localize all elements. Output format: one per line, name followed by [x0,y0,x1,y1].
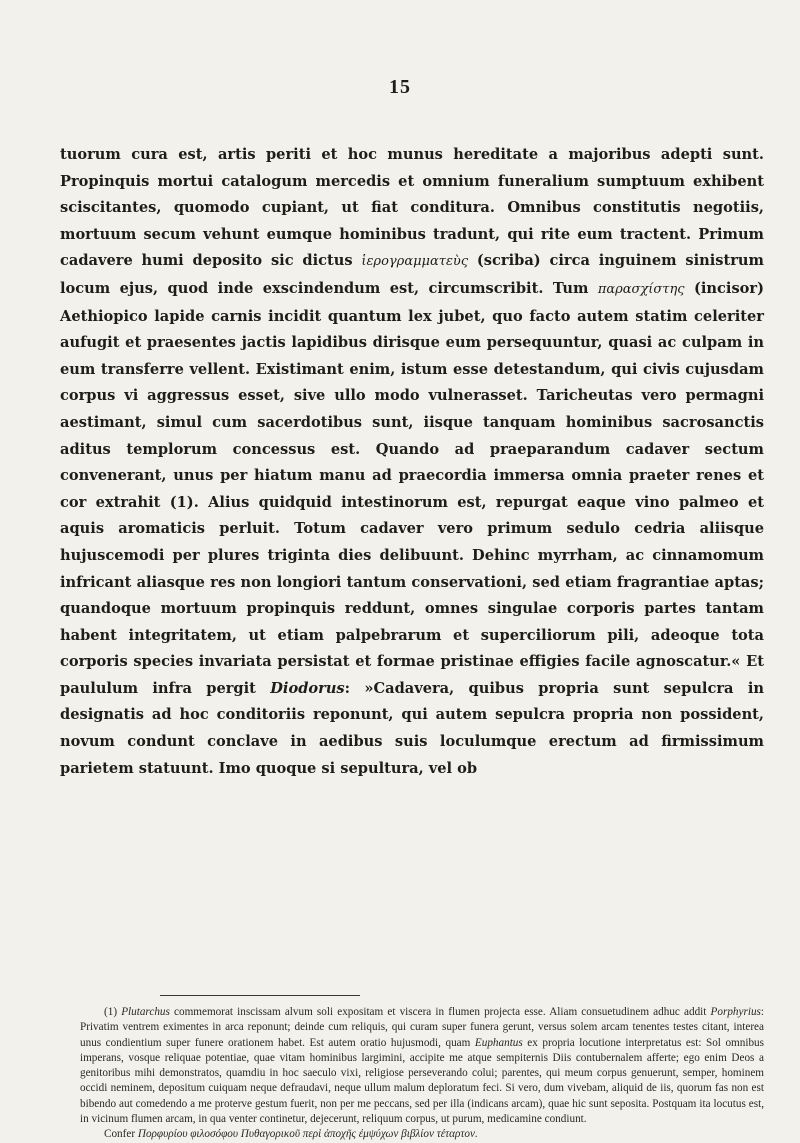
footnote-marker: (1) [104,1006,122,1018]
main-paragraph [60,142,764,782]
author-name-euphantus: Euphantus [474,1036,523,1049]
confer-label: Confer [104,1128,138,1141]
main-text-segment: tuorum cura est, artis periti et hoc munus hereditate a majoribus adepti sunt. Propinquis mortui catalogum mercedis et omnium funeralium sumptuum exhibent sciscitantes, quomodo cupiant, ut fiat conditura. Omnibus constitutis negotiis, mortuum secum vehunt eumque hominibus tradunt, qui rite eum tractent. Primum cadavere humi deposito sic dictus [60,146,764,270]
author-name-porphyrius: Porphyrius [710,1006,761,1018]
page-number: 15 [389,76,411,98]
footnote-confer [80,1127,764,1142]
footnote-divider [160,995,360,996]
author-name-plutarchus: Plutarchus [121,1006,170,1018]
footnote [80,1005,764,1143]
main-text-segment: (incisor) Aethiopico lapide carnis incidit quantum lex jubet, quo facto autem statim celeriter aufugit et praesentes jactis lapidibus dirisque eum persequuntur, quasi ac culpam in eum transferre vellent. Existimant enim, istum esse detestandum, qui civis cujusdam corpus vi aggressus esset, sive ullo modo vulnerasset. Taricheutas vero permagni aestimant, simul cum sacerdotibus sunt, iisque tanquam hominibus sacrosanctis aditus templorum concessus est. Quando ad praeparandum cadaver sectum convenerant, unus per hiatum manu ad praecordia immersa omnia praeter renes et cor extrahit (1). Alius quidquid intestinorum est, repurgat eaque vino palmeo et aquis aromaticis perluit. Totum cadaver vero primum sedulo cedria aliisque hujuscemodi per plures triginta dies delibuunt. Dehinc myrrham, ac cinnamomum infricant aliasque res non longiori tantum conservationi, sed etiam fragrantiae aptas; quandoque mortuum propinquis reddunt, omnes singulae corporis partes tantam habent integritatem, ut etiam palpebrarum et superciliorum pili, adeoque tota corporis species invariata persistat et formae pristinae effigies facile agnoscatur.« Et paululum infra pergit [60,279,764,697]
footnote-text-segment: : Privatim ventrem eximentes in arca reponunt; deinde cum reliquis, qui curam super funera gerunt, versus solem arcam tenentes testes citant, interea unus condientium super funere orationem habet. Est autem oratio hujusmodi, quam [80,1006,764,1049]
footnote-paragraph [80,1005,764,1127]
author-name-diodorus: Diodorus [270,679,345,697]
greek-term-hierogrammateus: ἱερογραμματεὺς [361,254,469,270]
confer-greek-title: Πορφυρίου φιλοσόφου Πυθαγορικοῦ περὶ ἀποχῆς ἐμψύχων βιβλίον τέταρτον. [137,1128,478,1141]
main-text-segment: : »Cadavera, quibus propria sunt sepulcra in designatis ad hoc conditoriis reponunt, qui autem sepulcra propria non possident, novum condunt conclave in aedibus suis loculumque erectum ad firmissimum parietem statuunt. Imo quoque si sepultura, vel ob [60,679,764,777]
footnote-text-segment: ex propria locutione interpretatus est: Sol omnibus imperans, vosque reliquae potentiae, quae vitam hominibus largimini, accipite me atque sempiternis Diis contubernalem afferte; ego enim Deos a genitoribus mihi demonstratos, quamdiu in hoc saeculo vixi, religiose perseverando colui; parentes, qui meum corpus genuerunt, semper, hominem occidi neminem, depositum cuiquam neque defraudavi, neque ullum malum deploratum feci. Si vero, dum vivebam, aliquid de iis, quorum fas non est bibendo aut comedendo a me proterve gestum fuerit, non per me peccans, sed per illa (indicans arcam), quae hic sunt seposita. Postquam ita locutus est, in vicinum flumen arcam, in qua venter continetur, dejecerunt, reliquum corpus, ut purum, medicamine condiunt. [80,1036,764,1126]
main-text-segment: (scriba) circa inguinem sinistrum locum ejus, quod inde exscindendum est, circumscribit. Tum [60,252,764,297]
footnote-text-segment: commemorat inscissam alvum soli expositam et viscera in flumen projecta esse. Aliam consuetudinem adhuc addit [169,1006,711,1018]
greek-term-paraschistes: παρασχίστης [597,281,685,297]
main-text [60,142,764,782]
